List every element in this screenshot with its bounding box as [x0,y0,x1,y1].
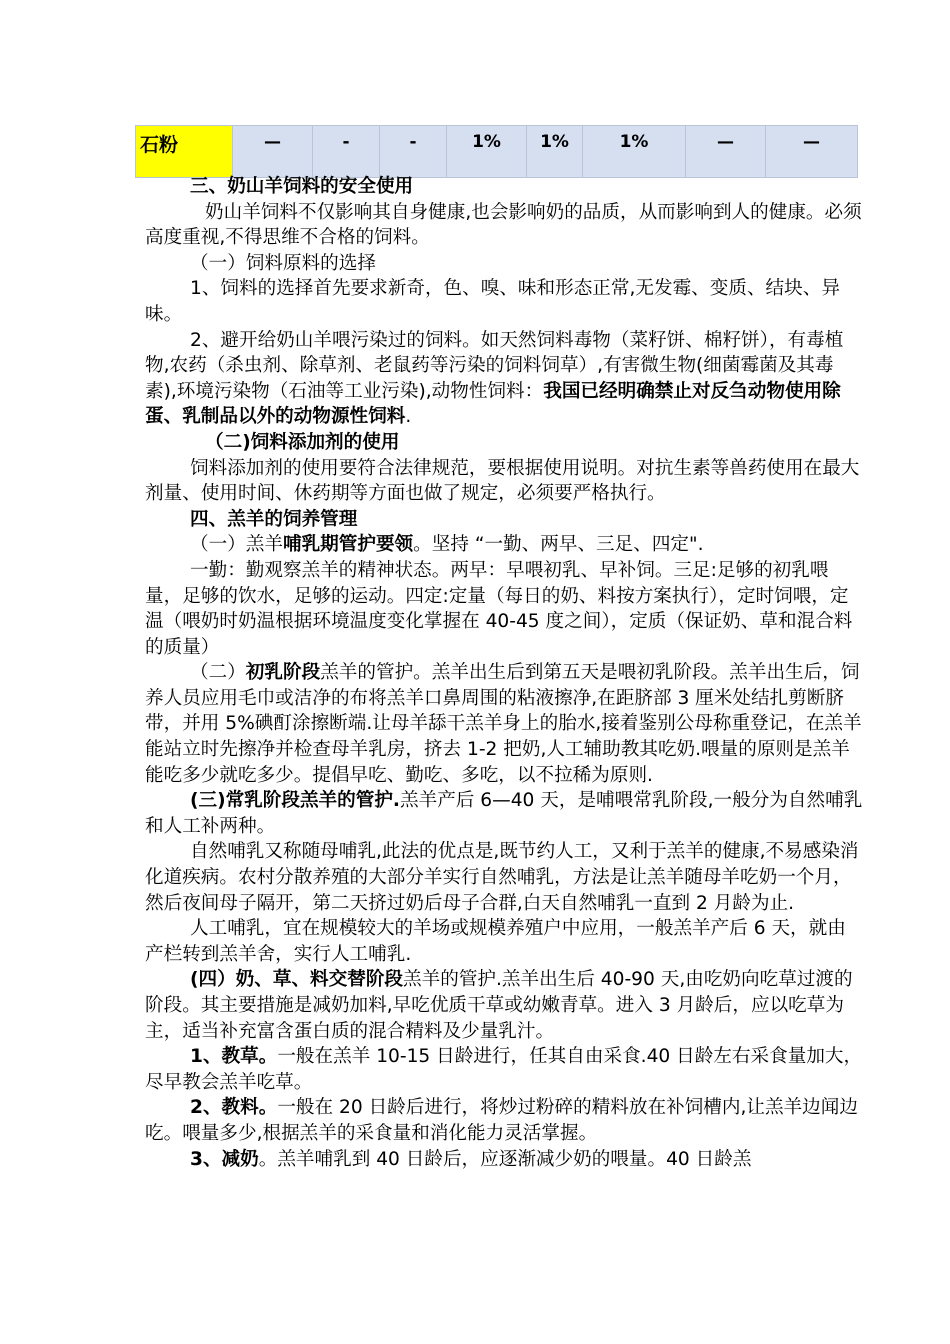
table-cell: - [380,126,447,178]
subsection-heading: （一）饲料原料的选择 [190,252,376,274]
table-cell: 1% [527,126,583,178]
paragraph [145,1095,863,1146]
paragraph-text: 一般在羔羊 10-15 日龄进行，任其自由采食.40 日龄左右采食量加大，尽早教会羔羊吃草。 [145,1046,863,1093]
paragraph-text: 羔羊的管护.羔羊出生后 40-90 天,由吃奶向吃草过渡的阶段。其主要措施是减奶加料,早吃优质干草或幼嫩青草。进入 3 月龄后，应以吃草为主，适当补充富含蛋白质的混合精料及少量乳汁。 [145,969,853,1042]
paragraph: 1、饲料的选择首先要求新奇，色、嗅、味和形态正常,无发霉、变质、结块、异味。 [145,278,840,325]
paragraph: 一勤：勤观察羔羊的精神状态。两早：早喂初乳、早补饲。三足:足够的初乳喂量，足够的饮水，足够的运动。四定:定量（每日的奶、料按方案执行），定时饲喂，定温（喂奶时奶温根据环境温度变化掌握在 40-45 度之间），定质（保证奶、草和混合料的质量） [145,559,853,658]
table-cell: 1% [583,126,686,178]
paragraph [145,788,863,839]
table-cell: 1% [447,126,527,178]
paragraph [145,660,863,788]
paragraph: 奶山羊饲料不仅影响其自身健康,也会影响奶的品质，从而影响到人的健康。必须高度重视,不得思维不合格的饲料。 [145,201,862,249]
paragraph [145,967,863,1044]
table-cell: — [766,126,858,178]
paragraph [145,1147,863,1173]
section-heading: 四、羔羊的饲养管理 [190,508,358,530]
paragraph-text: （一）羔羊 [190,534,283,556]
paragraph-text: . [405,406,412,428]
bold-text: 1、教草。 [190,1046,278,1068]
table-cell: — [233,126,313,178]
section-heading: 三、奶山羊饲料的安全使用 [190,176,414,197]
paragraph-text: 羔羊的管护。羔羊出生后到第五天是喂初乳阶段。羔羊出生后，饲养人员应用毛巾或洁净的布将羔羊口鼻周围的粘液擦净,在距脐部 3 厘米处结扎剪断脐带，并用 5%碘酊涂擦断端.让母羊舔干羔羊身上的胎水,接着鉴别公母称重登记，在羔羊能站立时先擦净并检查母羊乳房，挤去 1-2 把奶,人工辅助教其吃奶.喂量的原则是羔羊能吃多少就吃多少。提倡早吃、勤吃、多吃，以不拉稀为原则. [145,662,862,786]
paragraph-text: 。羔羊哺乳到 40 日龄后，应逐渐减少奶的喂量。40 日龄羔 [258,1148,752,1170]
table-cell: 石粉 [136,126,233,178]
table-cell: - [313,126,380,178]
paragraph [145,328,863,430]
paragraph-text: 。坚持 “一勤、两早、三足、四定". [413,534,704,556]
feed-table [135,125,858,178]
body-text [145,174,863,1172]
paragraph-text: （二） [190,662,246,684]
bold-text: 2、教料。 [190,1097,278,1119]
bold-text: 3、减奶 [190,1148,259,1170]
bold-text: (三)常乳阶段羔羊的管护. [190,790,400,812]
paragraph-text: 一般在 20 日龄后进行，将炒过粉碎的精料放在补饲槽内,让羔羊边闻边吃。喂量多少,根据羔羊的采食量和消化能力灵活掌握。 [145,1097,858,1144]
table-cell: — [686,126,766,178]
paragraph-text: 2、避开给奶山羊喂污染过的饲料。如天然饲料毒物（菜籽饼、棉籽饼），有毒植物,农药（杀虫剂、除草剂、老鼠药等污染的饲料饲草）,有害微生物(细菌霉菌及其毒素),环境污染物（石油等工业污染),动物性饲料： [145,329,844,402]
paragraph [145,532,863,558]
paragraph [145,1044,863,1095]
paragraph: 饲料添加剂的使用要符合法律规范，要根据使用说明。对抗生素等兽药使用在最大剂量、使用时间、休药期等方面也做了规定，必须要严格执行。 [145,457,860,505]
bold-text: 初乳阶段 [245,662,321,684]
paragraph-text: 羔羊产后 6—40 天，是哺喂常乳阶段,一般分为自然哺乳和人工补两种。 [145,790,863,837]
paragraph: 自然哺乳又称随母哺乳,此法的优点是,既节约人工，又利于羔羊的健康,不易感染消化道疾病。农村分散养殖的大部分羊实行自然哺乳，方法是让羔羊随母羊吃奶一个月，然后夜间母子隔开，第二天挤过奶后母子合群,白天自然哺乳一直到 2 月龄为止. [145,841,859,914]
table-row [136,126,858,178]
subsection-heading: （二)饲料添加剂的使用 [205,431,400,453]
paragraph: 人工哺乳，宜在规模较大的羊场或规模养殖户中应用，一般羔羊产后 6 天，就由产栏转到羔羊舍，实行人工哺乳. [145,918,846,965]
bold-text: 哺乳期管护要领 [282,534,414,556]
bold-text: 我国已经明确禁止对反刍动物使用除蛋、乳制品以外的动物源性饲料 [145,380,841,428]
bold-text: (四）奶、草、料交替阶段 [190,969,404,991]
